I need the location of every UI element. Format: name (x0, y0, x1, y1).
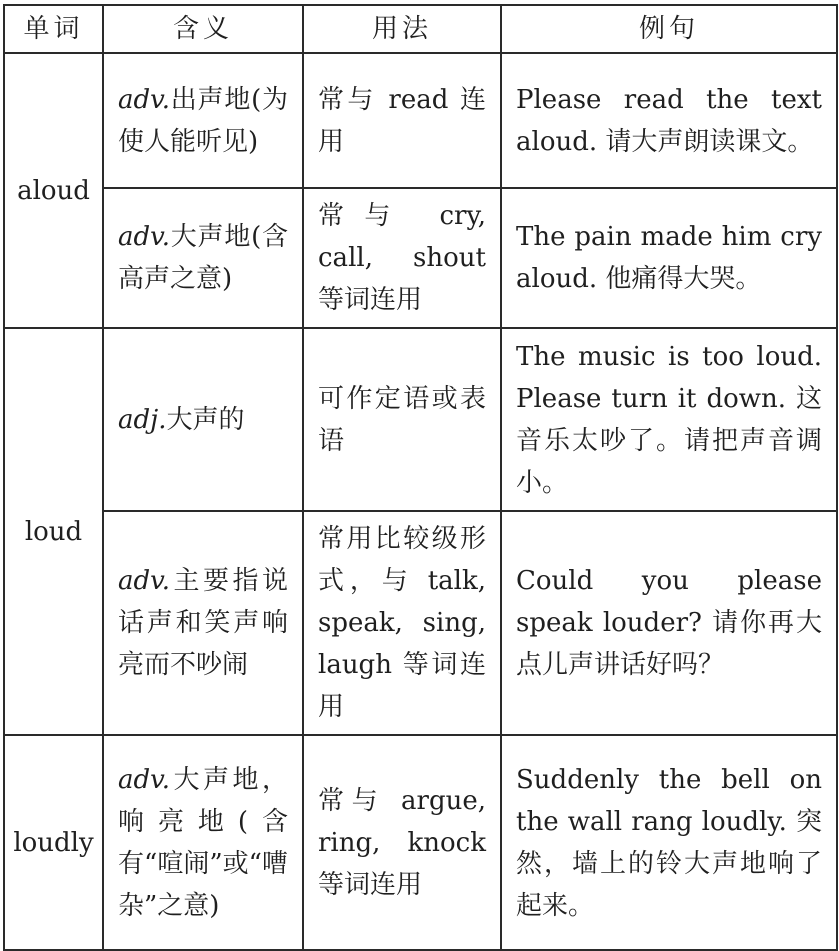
header-word: 单词 (4, 5, 103, 53)
pos-label: adj. (118, 404, 167, 435)
usage-cell: 可作定语或表语 (303, 328, 501, 511)
usage-cell: 常与 read 连用 (303, 53, 501, 188)
meaning-text: 出声地(为使人能听见) (118, 84, 288, 157)
usage-cell: 常用比较级形式，与 talk, speak, sing, laugh 等词连用 (303, 511, 501, 735)
example-cell: The music is too loud. Please turn it down. 这音乐太吵了。请把声音调小。 (501, 328, 837, 511)
pos-label: adv. (118, 764, 171, 795)
example-cell: The pain made him cry aloud. 他痛得大哭。 (501, 188, 837, 328)
header-row (4, 5, 837, 53)
word-cell: loudly (4, 735, 103, 950)
table-row (4, 511, 837, 735)
meaning-cell (103, 328, 303, 511)
meaning-text: 大声地(含高声之意) (118, 222, 288, 294)
usage-cell: 常与 cry, call, shout 等词连用 (303, 188, 501, 328)
meaning-cell (103, 735, 303, 950)
header-meaning: 含义 (103, 5, 303, 53)
pos-label: adv. (118, 222, 171, 252)
usage-cell: 常与 argue, ring, knock 等词连用 (303, 735, 501, 950)
pos-label: adv. (118, 566, 171, 596)
header-usage: 用法 (303, 5, 501, 53)
example-cell: Could you please speak louder? 请你再大点儿声讲话好吗？ (501, 511, 837, 735)
meaning-text: 大声的 (166, 404, 245, 435)
word-cell: aloud (4, 53, 103, 328)
meaning-text: 大声地，响亮地(含有“喧闹”或“嘈杂”之意) (118, 764, 288, 921)
table-row (4, 328, 837, 511)
example-cell: Suddenly the bell on the wall rang loudly. 突然，墙上的铃大声地响了起来。 (501, 735, 837, 950)
table-row (4, 735, 837, 950)
vocabulary-table (3, 4, 838, 951)
header-example: 例句 (501, 5, 837, 53)
meaning-cell (103, 511, 303, 735)
pos-label: adv. (118, 84, 171, 115)
example-cell: Please read the text aloud. 请大声朗读课文。 (501, 53, 837, 188)
meaning-cell (103, 188, 303, 328)
word-cell: loud (4, 328, 103, 735)
table-row (4, 53, 837, 188)
meaning-text: 主要指说话声和笑声响亮而不吵闹 (118, 566, 288, 680)
meaning-cell (103, 53, 303, 188)
table-row (4, 188, 837, 328)
